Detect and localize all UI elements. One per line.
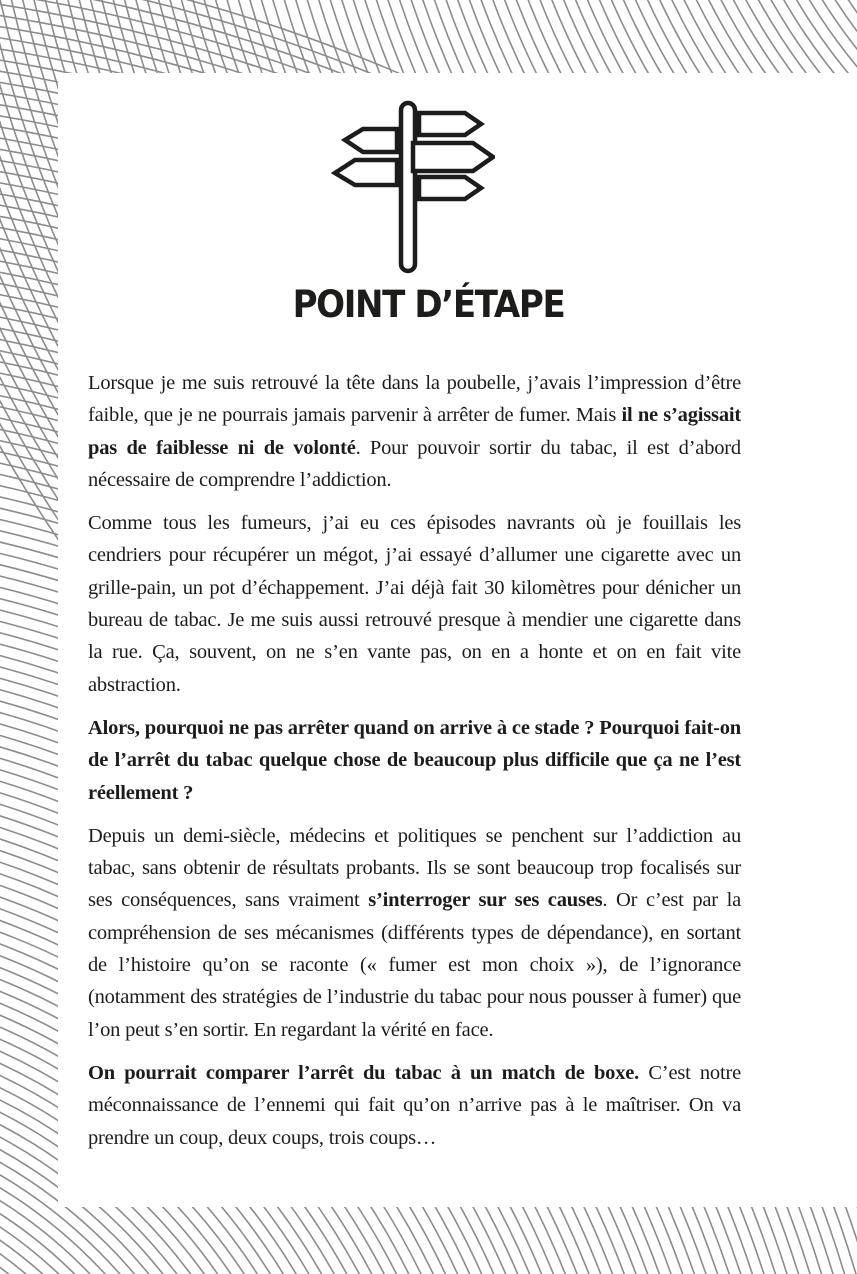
- paragraph: [88, 1057, 741, 1154]
- page-title: POINT D’ÉTAPE: [292, 283, 565, 326]
- text-run: . Or c’est par la compréhension de ses mécanismes (différents types de dépendance), en sortant de l’histoire qu’on se raconte (« fumer est mon choix »), de l’ignorance (notamment des stratégies de l’industrie du tabac pour nous pousser à fumer) que l’on peut s’en sortir. En regardant la vérité en face.: [88, 889, 741, 1041]
- text-run: C’est notre méconnaissance de l’ennemi qui fait qu’on n’arrive pas à le maîtriser. On va prendre un coup, deux coups, trois coups…: [88, 1061, 741, 1149]
- body-text: [88, 367, 741, 1165]
- bold-text: s’interroger sur ses causes: [368, 889, 603, 912]
- text-run: Lorsque je me suis retrouvé la tête dans la poubelle, j’avais l’impression d’être faible, que je ne pourrais jamais parvenir à arrêter de fumer. Mais: [88, 372, 741, 427]
- paragraph: [88, 367, 741, 496]
- signpost-icon: [331, 97, 495, 277]
- paragraph: [88, 712, 741, 809]
- paragraph: [88, 820, 741, 1046]
- bold-text: Alors, pourquoi ne pas arrêter quand on arrive à ce stade ? Pourquoi fait-on de l’arrêt du tabac quelque chose de beaucoup plus difficile que ça ne l’est réellement ?: [88, 716, 741, 804]
- pattern-line: [0, 1206, 144, 1274]
- text-run: . Pour pouvoir sortir du tabac, il est d’abord nécessaire de comprendre l’addiction.: [88, 436, 741, 491]
- text-run: Depuis un demi-siècle, médecins et politiques se penchent sur l’addiction au tabac, sans obtenir de résultats probants. Ils se sont beaucoup trop focalisés sur ses conséquences, sans vraiment: [88, 824, 741, 912]
- paragraph: [88, 507, 741, 701]
- text-run: Comme tous les fumeurs, j’ai eu ces épisodes navrants où je fouillais les cendriers pour récupérer un mégot, j’ai essayé d’allumer une cigarette avec un grille-pain, un pot d’échappement. J’ai déjà fait 30 kilomètres pour dénicher un bureau de tabac. Je me suis aussi retrouvé presque à mendier une cigarette dans la rue. Ça, souvent, on ne s’en vante pas, on en a honte et on en fait vite abstraction.: [88, 512, 741, 696]
- bold-text: il ne s’agissait pas de faiblesse ni de volonté: [88, 404, 742, 459]
- bold-text: On pourrait comparer l’arrêt du tabac à un match de boxe.: [88, 1061, 640, 1084]
